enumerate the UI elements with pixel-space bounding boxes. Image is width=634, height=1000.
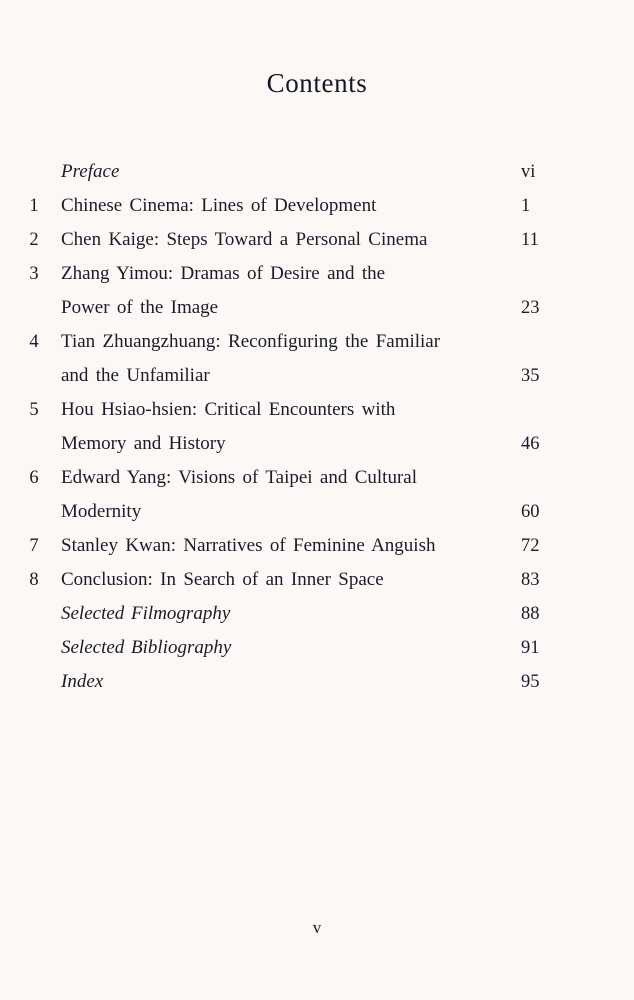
toc-entry-line xyxy=(0,495,634,529)
toc-page-number: 35 xyxy=(521,366,540,386)
toc-entry-line xyxy=(0,359,634,393)
toc-entry[interactable] xyxy=(0,529,634,563)
toc-entry-title: Selected Filmography xyxy=(61,603,231,624)
toc-entry[interactable] xyxy=(0,631,634,665)
toc-entry-line xyxy=(0,325,634,359)
toc-entry[interactable] xyxy=(0,325,634,393)
toc-entry-line xyxy=(0,597,634,631)
toc-entry-title: Chinese Cinema: Lines of Development xyxy=(61,195,377,216)
page-title: Contents xyxy=(266,68,368,98)
toc-entry-title: Power of the Image xyxy=(61,297,219,318)
toc-entry-line xyxy=(0,427,634,461)
toc-page-number: 95 xyxy=(521,672,540,692)
toc-entry-title: Tian Zhuangzhuang: Reconfiguring the Familiar xyxy=(61,331,441,352)
toc-entry-line xyxy=(0,155,634,189)
toc-entry-line xyxy=(0,461,634,495)
toc-entry-title: Chen Kaige: Steps Toward a Personal Cinema xyxy=(61,229,428,250)
toc-entry[interactable] xyxy=(0,597,634,631)
page-folio: v xyxy=(312,918,322,937)
toc-entry-title: and the Unfamiliar xyxy=(61,365,210,386)
toc-entry-line xyxy=(0,563,634,597)
toc-entry[interactable] xyxy=(0,563,634,597)
toc-page-number: 60 xyxy=(521,502,540,522)
toc-entry-line xyxy=(0,291,634,325)
toc-chapter-number: 3 xyxy=(29,264,39,284)
toc-page-number: 1 xyxy=(521,196,531,216)
toc-page-number: 83 xyxy=(521,570,540,590)
toc-chapter-number: 6 xyxy=(29,468,39,488)
toc-chapter-number: 2 xyxy=(29,230,39,250)
toc-entry[interactable] xyxy=(0,257,634,325)
toc-entry-title: Edward Yang: Visions of Taipei and Cultural xyxy=(61,467,417,488)
toc-entry[interactable] xyxy=(0,155,634,189)
toc-entry[interactable] xyxy=(0,393,634,461)
toc-entry-title: Zhang Yimou: Dramas of Desire and the xyxy=(61,263,386,284)
toc-page-number: 91 xyxy=(521,638,540,658)
toc-entry-line xyxy=(0,529,634,563)
toc-chapter-number: 7 xyxy=(29,536,39,556)
toc-entry-line xyxy=(0,257,634,291)
toc-entry-title: Conclusion: In Search of an Inner Space xyxy=(61,569,384,590)
toc-entry-title: Preface xyxy=(61,161,120,182)
toc-entry-line xyxy=(0,665,634,699)
toc-entry[interactable] xyxy=(0,223,634,257)
toc-page-number: 72 xyxy=(521,536,540,556)
toc-entry-line xyxy=(0,393,634,427)
toc-entry[interactable] xyxy=(0,461,634,529)
toc-entry-line xyxy=(0,631,634,665)
toc-chapter-number: 4 xyxy=(29,332,39,352)
toc-entry-title: Stanley Kwan: Narratives of Feminine Anguish xyxy=(61,535,436,556)
toc-entry-line xyxy=(0,223,634,257)
toc-entry-title: Index xyxy=(61,671,104,692)
toc-chapter-number: 1 xyxy=(29,196,39,216)
toc-page-number: 46 xyxy=(521,434,540,454)
toc-entry-title: Memory and History xyxy=(61,433,226,454)
toc-page-number: vi xyxy=(521,162,536,182)
toc-page-number: 23 xyxy=(521,298,540,318)
toc-page-number: 88 xyxy=(521,604,540,624)
toc-chapter-number: 5 xyxy=(29,400,39,420)
table-of-contents-list xyxy=(0,155,634,699)
toc-entry-title: Hou Hsiao-hsien: Critical Encounters with xyxy=(61,399,396,420)
toc-entry-line xyxy=(0,189,634,223)
toc-entry[interactable] xyxy=(0,189,634,223)
toc-entry[interactable] xyxy=(0,665,634,699)
toc-chapter-number: 8 xyxy=(29,570,39,590)
toc-entry-title: Modernity xyxy=(61,501,142,522)
toc-page-number: 11 xyxy=(521,230,539,250)
toc-entry-title: Selected Bibliography xyxy=(61,637,232,658)
